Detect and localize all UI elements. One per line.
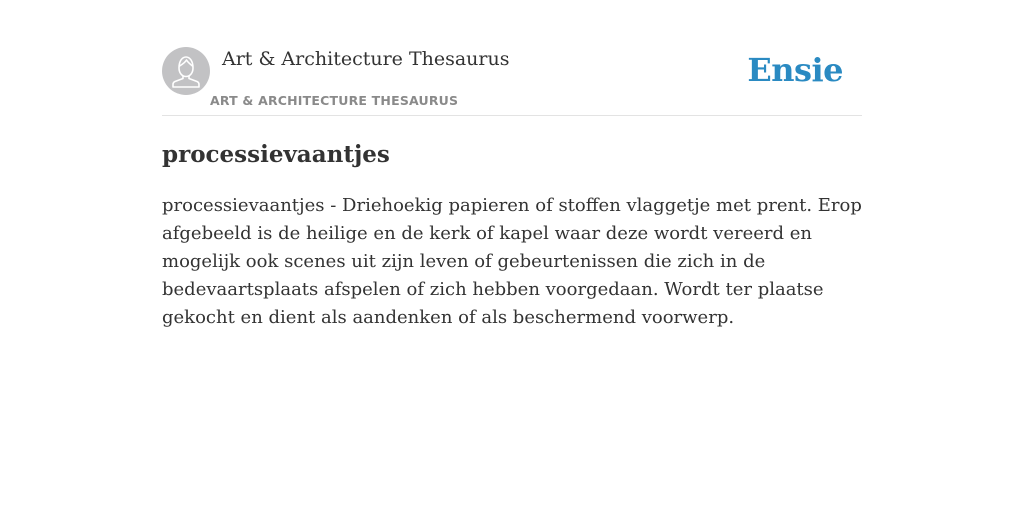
entry-definition: processievaantjes - Driehoekig papieren of stoffen vlaggetje met prent. Erop afgebeeld is de heilige en de kerk of kapel waar deze wordt vereerd en mogelijk ook scenes uit zijn leven of gebeurtenissen die zich in de bedevaartsplaats afspelen of zich hebben voorgedaan. Wordt ter plaatse gekocht en dient als aandenken of als beschermend voorwerp. — [162, 195, 862, 328]
brand-logo[interactable]: Ensie — [747, 51, 843, 89]
author-avatar[interactable] — [162, 47, 210, 95]
author-subtitle[interactable]: ART & ARCHITECTURE THESAURUS — [210, 93, 459, 108]
entry-header — [162, 46, 862, 116]
entry-title: processievaantjes — [162, 141, 390, 168]
entry-card — [162, 46, 862, 332]
author-name[interactable]: Art & Architecture Thesaurus — [222, 48, 510, 70]
user-silhouette-icon — [162, 47, 210, 95]
